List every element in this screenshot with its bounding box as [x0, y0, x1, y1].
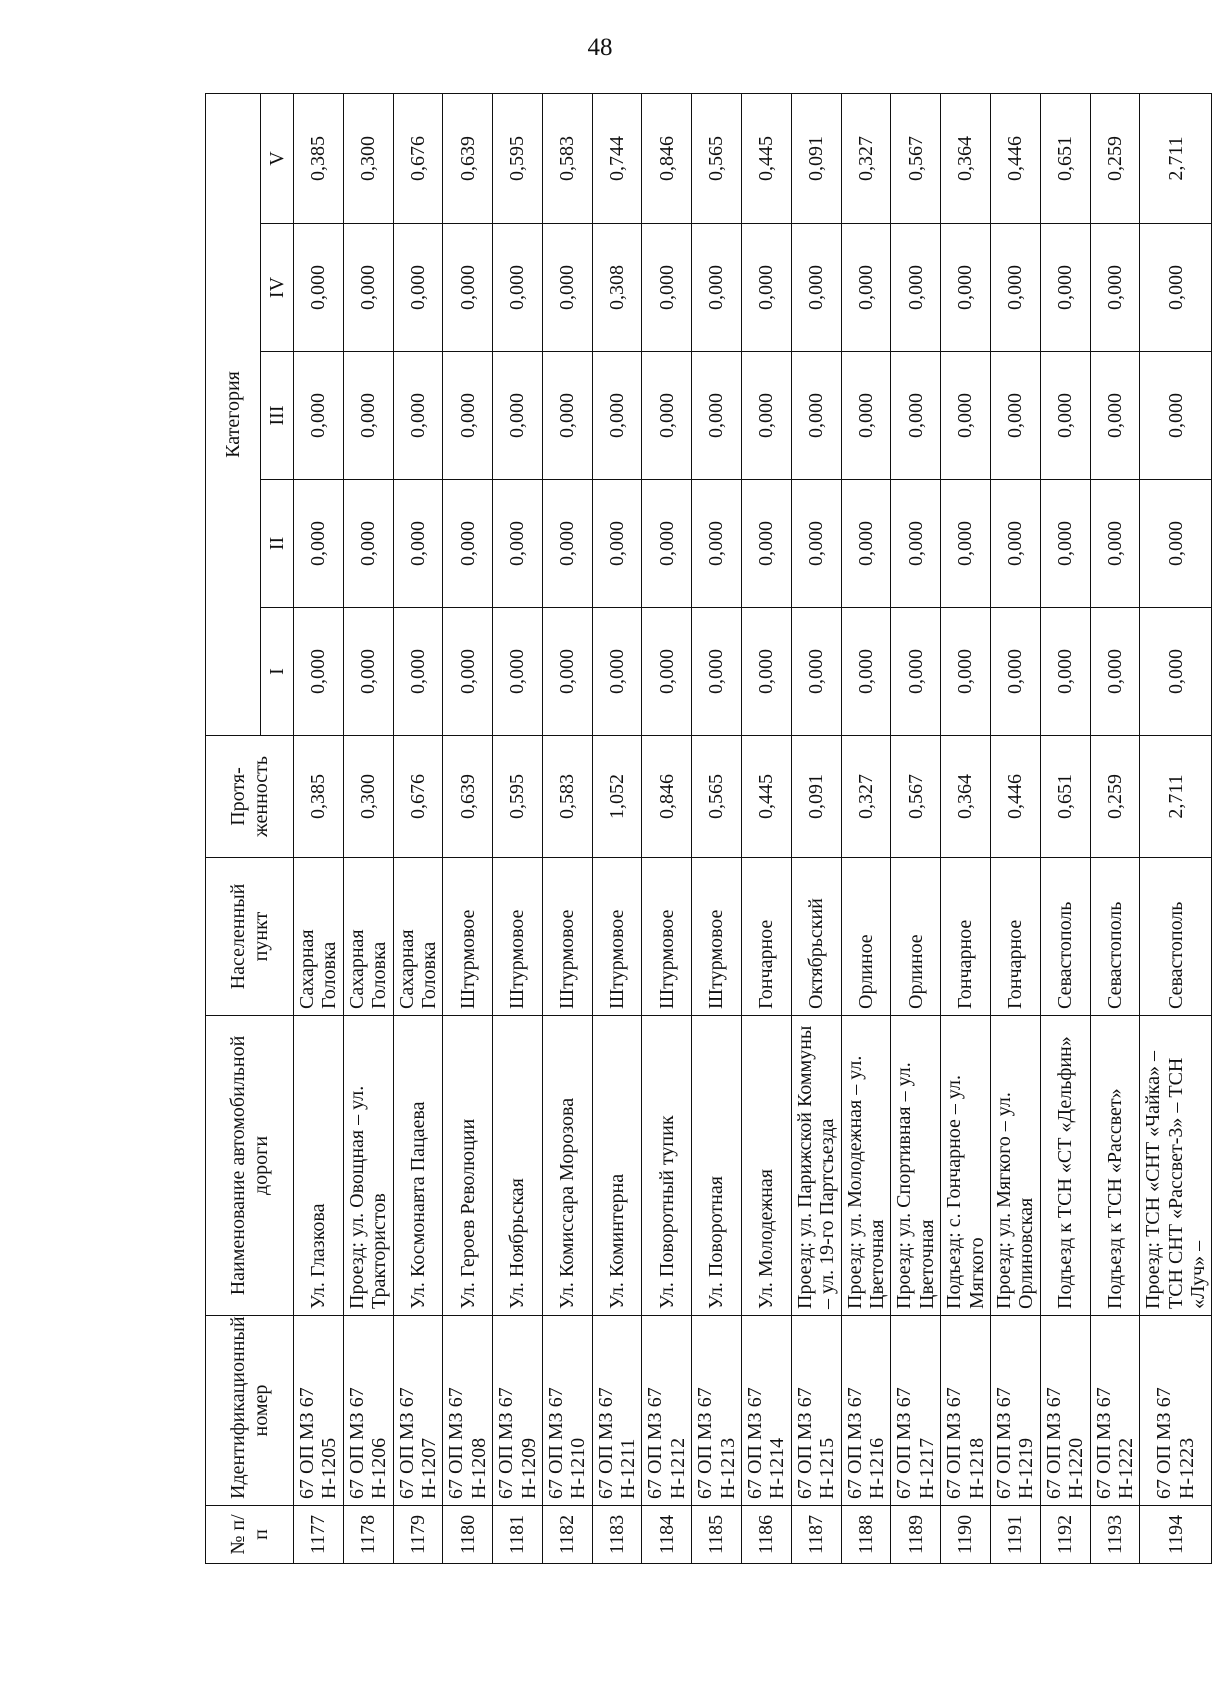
- cell-cat-iii: 0,000: [990, 352, 1040, 480]
- cell-id: 67 ОП МЗ 67 Н-1223: [1140, 1316, 1212, 1506]
- cell-cat-ii: 0,000: [891, 480, 941, 608]
- cell-length: 0,259: [1090, 736, 1140, 858]
- cell-cat-i: 0,000: [592, 608, 642, 736]
- cell-settlement: Сахарная Головка: [294, 858, 344, 1016]
- cell-cat-iii: 0,000: [592, 352, 642, 480]
- cell-cat-v: 0,651: [1040, 93, 1090, 223]
- cell-settlement: Штурмовое: [592, 858, 642, 1016]
- cell-cat-i: 0,000: [1040, 608, 1090, 736]
- cell-settlement: Орлиное: [891, 858, 941, 1016]
- table-row: [393, 93, 443, 1563]
- cell-cat-ii: 0,000: [542, 480, 592, 608]
- cell-num: 1192: [1040, 1506, 1090, 1564]
- cell-cat-iv: 0,308: [592, 224, 642, 352]
- cell-cat-iv: 0,000: [692, 224, 742, 352]
- cell-cat-v: 0,091: [791, 93, 841, 223]
- table-row: [642, 93, 692, 1563]
- cell-cat-v: 0,327: [841, 93, 891, 223]
- cell-num: 1185: [692, 1506, 742, 1564]
- cell-cat-iv: 0,000: [891, 224, 941, 352]
- cell-name: Ул. Ноябрьская: [493, 1016, 543, 1316]
- header-name: Наименование автомобильной дороги: [206, 1016, 294, 1316]
- table-row: [990, 93, 1040, 1563]
- header-cat-ii: II: [261, 480, 294, 608]
- cell-cat-v: 0,676: [393, 93, 443, 223]
- cell-cat-iv: 0,000: [642, 224, 692, 352]
- cell-num: 1177: [294, 1506, 344, 1564]
- cell-name: Ул. Молодежная: [742, 1016, 792, 1316]
- cell-cat-iv: 0,000: [841, 224, 891, 352]
- cell-id: 67 ОП МЗ 67 Н-1220: [1040, 1316, 1090, 1506]
- table-row: [443, 93, 493, 1563]
- cell-cat-i: 0,000: [742, 608, 792, 736]
- cell-settlement: Штурмовое: [642, 858, 692, 1016]
- cell-cat-ii: 0,000: [294, 480, 344, 608]
- cell-cat-ii: 0,000: [493, 480, 543, 608]
- table-row: [941, 93, 991, 1563]
- cell-settlement: Гончарное: [941, 858, 991, 1016]
- cell-length: 0,300: [343, 736, 393, 858]
- cell-settlement: Штурмовое: [692, 858, 742, 1016]
- cell-cat-v: 0,259: [1090, 93, 1140, 223]
- cell-length: 0,651: [1040, 736, 1090, 858]
- cell-settlement: Севастополь: [1140, 858, 1212, 1016]
- cell-cat-iii: 0,000: [692, 352, 742, 480]
- cell-cat-v: 0,567: [891, 93, 941, 223]
- cell-cat-v: 0,300: [343, 93, 393, 223]
- cell-cat-iv: 0,000: [742, 224, 792, 352]
- cell-length: 0,676: [393, 736, 443, 858]
- cell-num: 1194: [1140, 1506, 1212, 1564]
- cell-num: 1182: [542, 1506, 592, 1564]
- cell-num: 1193: [1090, 1506, 1140, 1564]
- cell-id: 67 ОП МЗ 67 Н-1211: [592, 1316, 642, 1506]
- cell-cat-iii: 0,000: [742, 352, 792, 480]
- cell-cat-ii: 0,000: [990, 480, 1040, 608]
- cell-cat-v: 0,846: [642, 93, 692, 223]
- cell-name: Проезд: ул. Молодежная – ул. Цветочная: [841, 1016, 891, 1316]
- table-row: [542, 93, 592, 1563]
- cell-settlement: Орлиное: [841, 858, 891, 1016]
- cell-cat-v: 0,595: [493, 93, 543, 223]
- cell-cat-ii: 0,000: [443, 480, 493, 608]
- cell-id: 67 ОП МЗ 67 Н-1213: [692, 1316, 742, 1506]
- cell-cat-i: 0,000: [1140, 608, 1212, 736]
- cell-id: 67 ОП МЗ 67 Н-1206: [343, 1316, 393, 1506]
- header-cat-iii: III: [261, 352, 294, 480]
- cell-length: 0,445: [742, 736, 792, 858]
- cell-cat-i: 0,000: [294, 608, 344, 736]
- cell-cat-v: 0,385: [294, 93, 344, 223]
- cell-id: 67 ОП МЗ 67 Н-1208: [443, 1316, 493, 1506]
- table-row: [343, 93, 393, 1563]
- cell-id: 67 ОП МЗ 67 Н-1212: [642, 1316, 692, 1506]
- cell-length: 0,327: [841, 736, 891, 858]
- cell-settlement: Сахарная Головка: [343, 858, 393, 1016]
- cell-name: Проезд: ул. Мягкого – ул. Орлиновская: [990, 1016, 1040, 1316]
- table-row: [841, 93, 891, 1563]
- cell-cat-v: 0,744: [592, 93, 642, 223]
- cell-cat-iii: 0,000: [294, 352, 344, 480]
- cell-cat-iii: 0,000: [443, 352, 493, 480]
- cell-length: 0,565: [692, 736, 742, 858]
- table-row: [692, 93, 742, 1563]
- table-row: [742, 93, 792, 1563]
- cell-settlement: Гончарное: [742, 858, 792, 1016]
- cell-num: 1188: [841, 1506, 891, 1564]
- cell-cat-ii: 0,000: [393, 480, 443, 608]
- cell-name: Подъезд к ТСН «Рассвет»: [1090, 1016, 1140, 1316]
- cell-num: 1178: [343, 1506, 393, 1564]
- cell-settlement: Октябрьский: [791, 858, 841, 1016]
- cell-num: 1180: [443, 1506, 493, 1564]
- cell-id: 67 ОП МЗ 67 Н-1217: [891, 1316, 941, 1506]
- header-length: Протя-женность: [206, 736, 294, 858]
- cell-name: Подъезд к ТСН «СТ «Дельфин»: [1040, 1016, 1090, 1316]
- cell-cat-iii: 0,000: [542, 352, 592, 480]
- header-cat-i: I: [261, 608, 294, 736]
- cell-length: 2,711: [1140, 736, 1212, 858]
- cell-num: 1186: [742, 1506, 792, 1564]
- cell-settlement: Штурмовое: [542, 858, 592, 1016]
- cell-id: 67 ОП МЗ 67 Н-1205: [294, 1316, 344, 1506]
- page-number: 48: [587, 34, 613, 61]
- cell-cat-v: 0,446: [990, 93, 1040, 223]
- cell-cat-i: 0,000: [692, 608, 742, 736]
- cell-cat-iv: 0,000: [443, 224, 493, 352]
- cell-settlement: Севастополь: [1040, 858, 1090, 1016]
- cell-num: 1179: [393, 1506, 443, 1564]
- cell-name: Проезд: ул. Парижской Коммуны – ул. 19-го Партсъезда: [791, 1016, 841, 1316]
- cell-length: 0,639: [443, 736, 493, 858]
- cell-length: 0,385: [294, 736, 344, 858]
- header-settlement: Населенный пункт: [206, 858, 294, 1016]
- cell-length: 0,595: [493, 736, 543, 858]
- cell-num: 1181: [493, 1506, 543, 1564]
- cell-name: Подъезд: с. Гончарное – ул. Мягкого: [941, 1016, 991, 1316]
- cell-num: 1187: [791, 1506, 841, 1564]
- cell-num: 1191: [990, 1506, 1040, 1564]
- cell-name: Ул. Поворотная: [692, 1016, 742, 1316]
- cell-cat-ii: 0,000: [343, 480, 393, 608]
- cell-cat-i: 0,000: [1090, 608, 1140, 736]
- cell-name: Проезд: ул. Спортивная – ул. Цветочная: [891, 1016, 941, 1316]
- table-row: [1090, 93, 1140, 1563]
- cell-cat-v: 0,639: [443, 93, 493, 223]
- cell-cat-i: 0,000: [393, 608, 443, 736]
- cell-name: Проезд: ул. Овощная – ул. Трактористов: [343, 1016, 393, 1316]
- cell-id: 67 ОП МЗ 67 Н-1218: [941, 1316, 991, 1506]
- cell-name: Проезд: ТСН «СНТ «Чайка» – ТСН СНТ «Рассвет-3» – ТСН «Луч» –: [1140, 1016, 1212, 1316]
- cell-cat-iii: 0,000: [393, 352, 443, 480]
- cell-settlement: Штурмовое: [443, 858, 493, 1016]
- cell-id: 67 ОП МЗ 67 Н-1207: [393, 1316, 443, 1506]
- cell-id: 67 ОП МЗ 67 Н-1209: [493, 1316, 543, 1506]
- cell-cat-ii: 0,000: [791, 480, 841, 608]
- cell-cat-i: 0,000: [343, 608, 393, 736]
- table-row: [592, 93, 642, 1563]
- cell-cat-ii: 0,000: [742, 480, 792, 608]
- table-row: [294, 93, 344, 1563]
- cell-cat-iii: 0,000: [1140, 352, 1212, 480]
- cell-num: 1190: [941, 1506, 991, 1564]
- cell-cat-iv: 0,000: [941, 224, 991, 352]
- header-cat-iv: IV: [261, 224, 294, 352]
- cell-cat-iv: 0,000: [343, 224, 393, 352]
- table-row: [1140, 93, 1212, 1563]
- cell-cat-iv: 0,000: [493, 224, 543, 352]
- cell-cat-iii: 0,000: [493, 352, 543, 480]
- cell-cat-ii: 0,000: [1140, 480, 1212, 608]
- cell-cat-iv: 0,000: [1040, 224, 1090, 352]
- cell-cat-iii: 0,000: [1040, 352, 1090, 480]
- cell-cat-iv: 0,000: [1140, 224, 1212, 352]
- cell-name: Ул. Космонавта Пацаева: [393, 1016, 443, 1316]
- header-category: Категория: [206, 93, 261, 735]
- cell-cat-iv: 0,000: [990, 224, 1040, 352]
- cell-name: Ул. Героев Революции: [443, 1016, 493, 1316]
- table-body: [294, 93, 1212, 1563]
- cell-cat-ii: 0,000: [841, 480, 891, 608]
- cell-cat-v: 0,445: [742, 93, 792, 223]
- cell-length: 0,446: [990, 736, 1040, 858]
- cell-id: 67 ОП МЗ 67 Н-1222: [1090, 1316, 1140, 1506]
- cell-length: 0,583: [542, 736, 592, 858]
- cell-cat-i: 0,000: [542, 608, 592, 736]
- table-row: [891, 93, 941, 1563]
- cell-name: Ул. Поворотный тупик: [642, 1016, 692, 1316]
- cell-id: 67 ОП МЗ 67 Н-1215: [791, 1316, 841, 1506]
- cell-cat-iv: 0,000: [1090, 224, 1140, 352]
- cell-cat-i: 0,000: [443, 608, 493, 736]
- cell-cat-iii: 0,000: [1090, 352, 1140, 480]
- cell-settlement: Севастополь: [1090, 858, 1140, 1016]
- cell-num: 1183: [592, 1506, 642, 1564]
- cell-cat-iii: 0,000: [841, 352, 891, 480]
- cell-length: 0,567: [891, 736, 941, 858]
- cell-name: Ул. Коминтерна: [592, 1016, 642, 1316]
- cell-length: 0,091: [791, 736, 841, 858]
- cell-cat-v: 0,565: [692, 93, 742, 223]
- cell-cat-iv: 0,000: [393, 224, 443, 352]
- table-row: [791, 93, 841, 1563]
- cell-cat-i: 0,000: [891, 608, 941, 736]
- cell-id: 67 ОП МЗ 67 Н-1214: [742, 1316, 792, 1506]
- header-num: № п/п: [206, 1506, 294, 1564]
- header-cat-v: V: [261, 93, 294, 223]
- cell-cat-ii: 0,000: [941, 480, 991, 608]
- cell-num: 1189: [891, 1506, 941, 1564]
- cell-cat-i: 0,000: [990, 608, 1040, 736]
- cell-cat-ii: 0,000: [1090, 480, 1140, 608]
- cell-cat-i: 0,000: [493, 608, 543, 736]
- cell-cat-i: 0,000: [791, 608, 841, 736]
- header-id: Идентификационный номер: [206, 1316, 294, 1506]
- cell-cat-iii: 0,000: [343, 352, 393, 480]
- cell-cat-v: 0,583: [542, 93, 592, 223]
- cell-cat-iv: 0,000: [542, 224, 592, 352]
- cell-name: Ул. Комиссара Морозова: [542, 1016, 592, 1316]
- table-row: [1040, 93, 1090, 1563]
- cell-length: 0,846: [642, 736, 692, 858]
- cell-id: 67 ОП МЗ 67 Н-1210: [542, 1316, 592, 1506]
- cell-cat-iii: 0,000: [642, 352, 692, 480]
- cell-settlement: Сахарная Головка: [393, 858, 443, 1016]
- cell-name: Ул. Глазкова: [294, 1016, 344, 1316]
- cell-cat-iii: 0,000: [891, 352, 941, 480]
- cell-id: 67 ОП МЗ 67 Н-1216: [841, 1316, 891, 1506]
- cell-cat-iii: 0,000: [791, 352, 841, 480]
- cell-num: 1184: [642, 1506, 692, 1564]
- cell-cat-iii: 0,000: [941, 352, 991, 480]
- cell-cat-ii: 0,000: [692, 480, 742, 608]
- cell-cat-i: 0,000: [841, 608, 891, 736]
- cell-cat-ii: 0,000: [1040, 480, 1090, 608]
- cell-cat-ii: 0,000: [642, 480, 692, 608]
- cell-settlement: Гончарное: [990, 858, 1040, 1016]
- cell-cat-iv: 0,000: [294, 224, 344, 352]
- cell-cat-iv: 0,000: [791, 224, 841, 352]
- cell-cat-i: 0,000: [642, 608, 692, 736]
- rotated-table-container: [205, 94, 1210, 1564]
- cell-cat-v: 0,364: [941, 93, 991, 223]
- cell-cat-ii: 0,000: [592, 480, 642, 608]
- cell-cat-i: 0,000: [941, 608, 991, 736]
- cell-cat-v: 2,711: [1140, 93, 1212, 223]
- cell-length: 0,364: [941, 736, 991, 858]
- roads-table: [205, 93, 1212, 1564]
- cell-id: 67 ОП МЗ 67 Н-1219: [990, 1316, 1040, 1506]
- cell-length: 1,052: [592, 736, 642, 858]
- cell-settlement: Штурмовое: [493, 858, 543, 1016]
- table-row: [493, 93, 543, 1563]
